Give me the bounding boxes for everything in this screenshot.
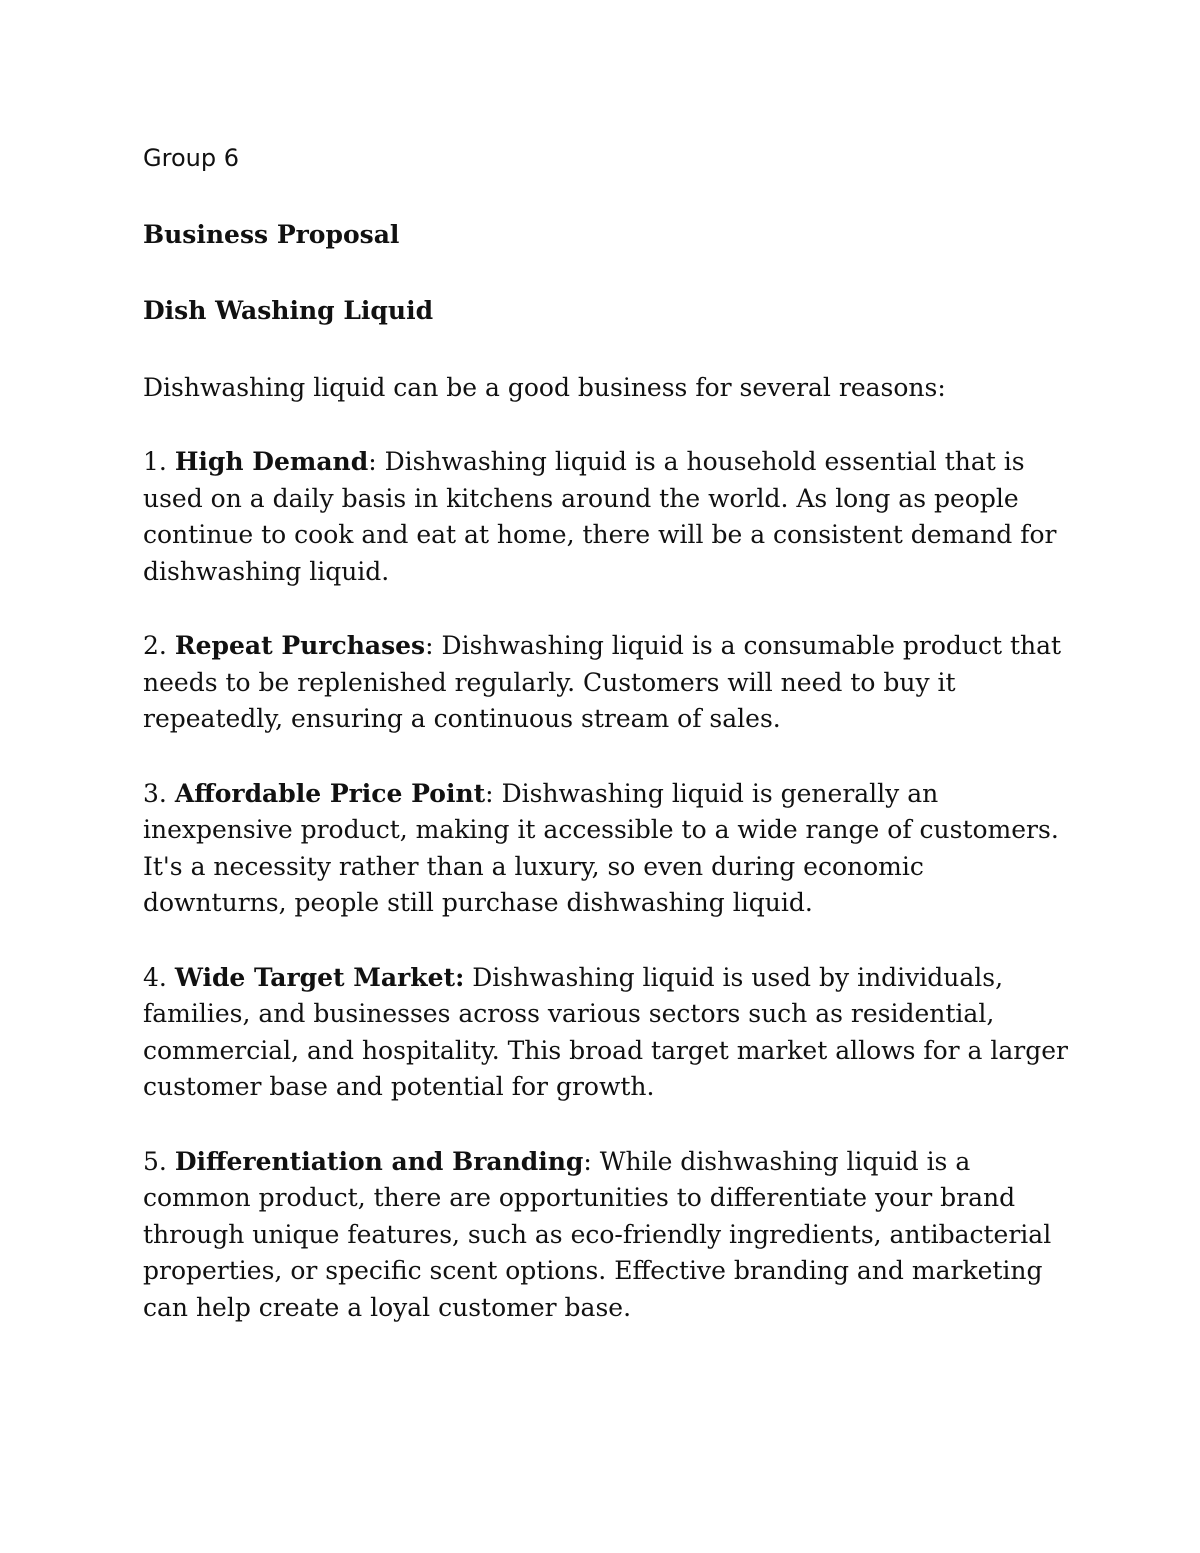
reason-term: Repeat Purchases [174, 631, 426, 660]
reason-text: Dishwashing liquid is a household essential that is used on a daily basis in kitchens around the world. As long as people continue to cook and eat at home, there will be a consistent demand for dishwashing liquid. [143, 447, 1057, 586]
reason-text: Dishwashing liquid is a consumable product that needs to be replenished regularly. Customers will need to buy it repeatedly, ensuring a continuous stream of sales. [143, 631, 1062, 733]
reason-paragraph-4 [143, 960, 1073, 1106]
reason-term: High Demand [174, 447, 369, 476]
reason-term: Differentiation and Branding [174, 1146, 584, 1176]
reason-text: While dishwashing liquid is a common product, there are opportunities to differentiate your brand through unique features, such as eco-friendly ingredients, antibacterial properties, or specific scent options. Effective branding and marketing can help create a loyal customer base. [143, 1146, 1052, 1322]
reason-number: 1. [143, 447, 167, 476]
reason-separator: : [583, 1146, 592, 1176]
reason-paragraph-5 [143, 1144, 1073, 1327]
reason-separator: : [485, 778, 494, 808]
group-label: Group 6 [143, 144, 239, 172]
document-subtitle: Dish Washing Liquid [143, 296, 434, 325]
reason-text: Dishwashing liquid is generally an inexpensive product, making it accessible to a wide range of customers. It's a necessity rather than a luxury, so even during economic downturns, people still purchase dishwashing liquid. [143, 778, 1059, 917]
reason-separator: : [425, 631, 434, 660]
reason-text: Dishwashing liquid is used by individuals, families, and businesses across various sectors such as residential, commercial, and hospitality. This broad target market allows for a larger customer base and potential for growth. [143, 962, 1068, 1101]
reason-separator: : [368, 447, 377, 476]
document-title: Business Proposal [143, 219, 400, 249]
reason-number: 5. [143, 1146, 167, 1176]
reason-paragraph-2 [143, 628, 1073, 738]
reason-number: 3. [143, 778, 167, 808]
reason-number: 2. [143, 631, 167, 660]
reason-paragraph-1 [143, 444, 1073, 590]
reason-term: Wide Target Market: [174, 962, 465, 992]
reason-paragraph-3 [143, 776, 1073, 922]
document-body [143, 140, 1073, 1326]
reason-term: Affordable Price Point [174, 778, 486, 808]
reason-number: 4. [143, 962, 167, 992]
intro-paragraph: Dishwashing liquid can be a good business for several reasons: [143, 372, 946, 402]
